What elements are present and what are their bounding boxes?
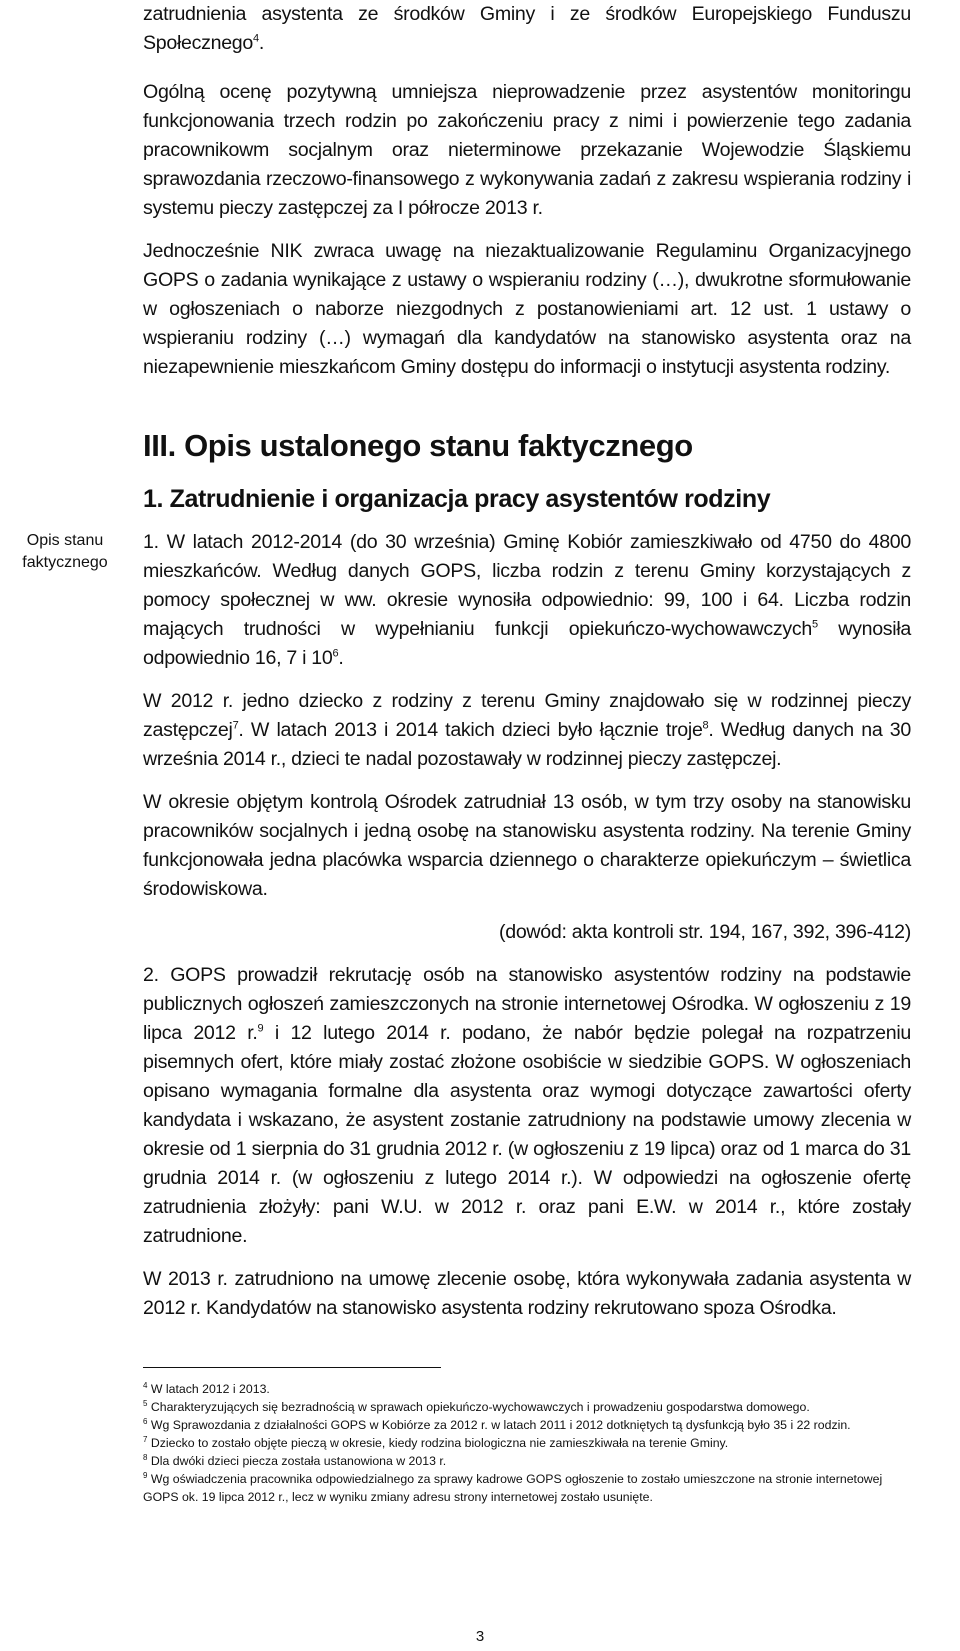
body-p4-a: 2. GOPS prowadził rekrutację osób na stanowisko asystentów rodziny na podstawie publicznych ogłoszeń zamieszczonych na stronie internetowej Ośrodka. W ogłoszeniu z 19 lipca 2012 r. — [143, 964, 911, 1044]
body-p1-c: . — [338, 647, 344, 669]
intro-paragraph-continuation — [143, 0, 911, 58]
footnote-8 — [143, 1452, 911, 1470]
footnote-number: 8 — [143, 1452, 148, 1462]
margin-label-line2: faktycznego — [22, 554, 108, 571]
footnote-5 — [143, 1398, 911, 1416]
intro-block — [143, 0, 911, 382]
body-p2-c: . Według danych na 30 września 2014 r., dzieci te nadal pozostawały w rodzinnej pieczy zastępczej. — [143, 719, 911, 770]
body-p1-b: wynosiła odpowiednio 16, 7 i 10 — [143, 618, 912, 669]
section-heading-block — [143, 428, 911, 464]
intro-p0-text: zatrudnienia asystenta ze środków Gminy i ze środków Europejskiego Funduszu Społecznego — [143, 3, 911, 54]
body-p2-a: W 2012 r. jedno dziecko z rodziny z terenu Gminy znajdowało się w rodzinnej pieczy zastępczej — [143, 690, 911, 741]
body-paragraph-3: W okresie objętym kontrolą Ośrodek zatrudniał 13 osób, w tym trzy osoby na stanowisku pracowników socjalnych i jedną osobę na stanowisku asystenta rodziny. Na terenie Gminy funkcjonowała jedna placówka wsparcia dziennego o charakterze opiekuńczym – świetlica środowiskowa. — [143, 791, 911, 900]
footnote-separator — [143, 1367, 441, 1368]
footnote-ref[interactable]: 8 — [702, 719, 709, 732]
footnote-number: 9 — [143, 1470, 148, 1480]
footnote-ref[interactable]: 6 — [332, 647, 339, 660]
footnote-number: 7 — [143, 1434, 148, 1444]
footnote-ref[interactable]: 4 — [253, 32, 259, 45]
footnote-ref[interactable]: 7 — [232, 719, 239, 732]
evidence-reference: (dowód: akta kontroli str. 194, 167, 392, 396-412) — [499, 921, 911, 943]
subsection-heading: 1. Zatrudnienie i organizacja pracy asystentów rodziny — [143, 485, 771, 513]
intro-p0-end: . — [258, 32, 264, 54]
footnote-number: 4 — [143, 1380, 148, 1390]
footnote-number: 5 — [143, 1398, 148, 1408]
body-paragraph-4 — [143, 961, 911, 1251]
intro-paragraph-assessment: Ogólną ocenę pozytywną umniejsza nieprowadzenie przez asystentów monitoringu funkcjonowania trzech rodzin po zakończeniu pracy z nimi i powierzenie tego zadania pracownikowm socjalnym oraz nieterminowe przekazanie Wojewodzie Śląskiemu sprawozdania rzeczowo-finansowego z wykonywania zadań z zakresu wspierania rodziny i systemu pieczy zastępczej za I półrocze 2013 r. — [143, 81, 911, 219]
footnote-text: Charakteryzujących się bezradnością w sprawach opiekuńczo-wychowawczych i prowadzeniu gospodarstwa domowego. — [150, 1400, 810, 1414]
footnote-7 — [143, 1434, 911, 1452]
margin-label-line1: Opis stanu — [26, 532, 104, 549]
body-p1-a: 1. W latach 2012-2014 (do 30 września) Gminę Kobiór zamieszkiwało od 4750 do 4800 mieszkańców. Według danych GOPS, liczba rodzin z terenu Gminy korzystających z pomocy społecznej w ww. okresie wynosiła odpowiednio: 99, 100 i 64. Liczba rodzin mających trudności w wypełnianiu funkcji opiekuńczo-wychowawczych — [143, 531, 911, 640]
body-paragraph-5: W 2013 r. zatrudniono na umowę zlecenie osobę, która wykonywała zadania asystenta w 2012 r. Kandydatów na stanowisko asystenta rodziny rekrutowano spoza Ośrodka. — [143, 1268, 911, 1319]
body-paragraph-2 — [143, 687, 911, 774]
margin-label — [10, 530, 120, 574]
intro-paragraph-nik-remarks: Jednocześnie NIK zwraca uwagę na niezaktualizowanie Regulaminu Organizacyjnego GOPS o zadania wynikające z ustawy o wspieraniu rodziny (…), dwukrotne sformułowanie w ogłoszeniach o naborze niezgodnych z postanowieniami art. 12 ust. 1 ustawy o wspieraniu rodziny (…) wymagań dla kandydatów na stanowisko asystenta oraz na niezapewnienie mieszkańcom Gminy dostępu do informacji o instytucji asystenta rodziny. — [143, 240, 911, 378]
body-block — [143, 528, 911, 1323]
footnote-6 — [143, 1416, 911, 1434]
footnote-text: W latach 2012 i 2013. — [150, 1382, 270, 1396]
footnote-number: 6 — [143, 1416, 148, 1426]
body-paragraph-1 — [143, 528, 911, 673]
footnote-ref[interactable]: 9 — [257, 1022, 264, 1035]
footnote-9 — [143, 1470, 911, 1506]
page-number: 3 — [475, 1628, 485, 1645]
footnote-4 — [143, 1380, 911, 1398]
subsection-heading-block — [143, 484, 911, 514]
section-heading: III. Opis ustalonego stanu faktycznego — [143, 428, 693, 463]
body-p2-b: . W latach 2013 i 2014 takich dzieci było łącznie troje — [238, 719, 703, 741]
footnote-text: Wg Sprawozdania z działalności GOPS w Kobiórze za 2012 r. w latach 2011 i 2012 dotkniętych tą dysfunkcją było 35 i 22 rodzin. — [150, 1418, 851, 1432]
footnote-text: Dziecko to zostało objęte pieczą w okresie, kiedy rodzina biologiczna nie zamieszkiwała na terenie Gminy. — [150, 1436, 729, 1450]
footnotes — [143, 1380, 911, 1506]
footnote-text: Wg oświadczenia pracownika odpowiedzialnego za sprawy kadrowe GOPS ogłoszenie to zostało umieszczone na stronie internetowej GOPS ok. 19 lipca 2012 r., lecz w wyniku zmiany adresu strony internetowej zostało usunięte. — [143, 1472, 883, 1504]
footnote-ref[interactable]: 5 — [812, 618, 818, 631]
footnote-text: Dla dwóki dzieci piecza została ustanowiona w 2013 r. — [150, 1454, 447, 1468]
body-p4-b: i 12 lutego 2014 r. podano, że nabór będzie polegał na rozpatrzeniu pisemnych ofert, które miały zostać złożone osobiście w siedzibie GOPS. W ogłoszeniach opisano wymagania formalne dla asystenta oraz wymogi dotyczące zawartości oferty kandydata i wskazano, że asystent zostanie zatrudniony na podstawie umowy zlecenia w okresie od 1 sierpnia do 31 grudnia 2012 r. (w ogłoszeniu z 19 lipca) oraz od 1 marca do 31 grudnia 2014 r. (w ogłoszeniu z lutego 2014 r.). W odpowiedzi na ogłoszenie ofertę zatrudnienia złożyły: pani W.U. w 2012 r. oraz pani E.W. w 2014 r., które zostały zatrudnione. — [143, 1022, 911, 1247]
